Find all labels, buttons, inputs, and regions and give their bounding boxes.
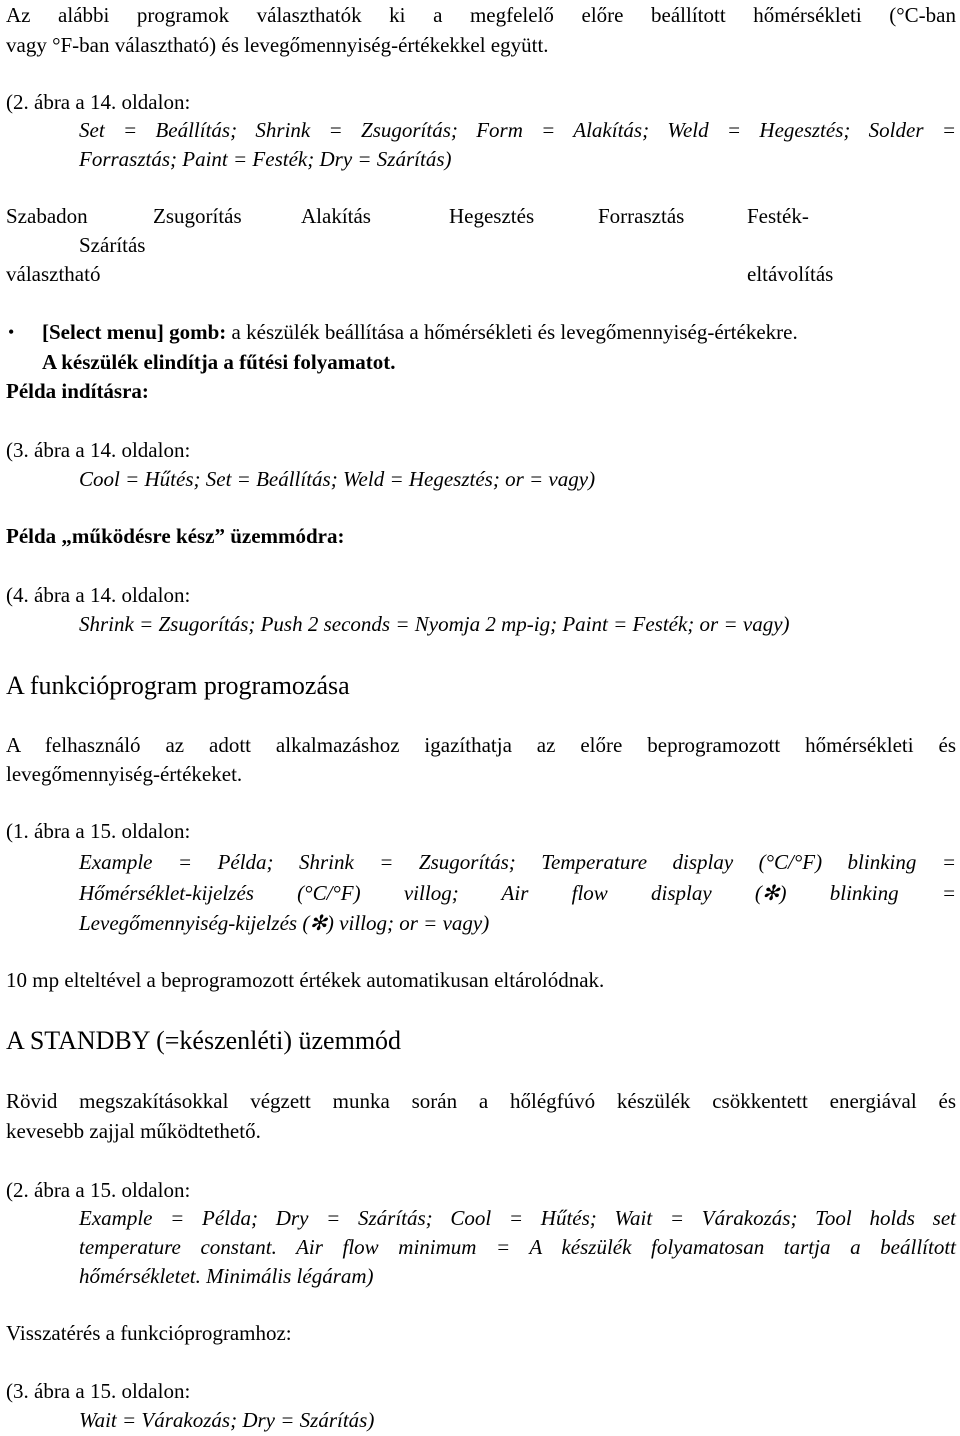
fig4-line-1: Shrink = Zsugorítás; Push 2 seconds = Nyomja 2 mp-ig; Paint = Festék; or = vagy): [79, 612, 790, 636]
return-text: Visszatérés a funkcióprogramhoz:: [6, 1321, 292, 1345]
fig2-15-line-1: Example = Példa; Dry = Szárítás; Cool = Hűtés; Wait = Várakozás; Tool holds set: [79, 1206, 956, 1230]
bullet-icon: •: [8, 322, 15, 342]
mode-label-free: Szabadon: [6, 204, 88, 228]
select-menu-line-1: [42, 319, 798, 346]
select-menu-line-2: A készülék elindítja a fűtési folyamatot.: [42, 350, 396, 374]
fig2-15-line-3: hőmérsékletet. Minimális légáram): [79, 1264, 374, 1288]
fig1-15-line-1: Example = Példa; Shrink = Zsugorítás; Temperature display (°C/°F) blinking =: [79, 850, 956, 874]
program-para-line-1: A felhasználó az adott alkalmazáshoz igazíthatja az előre beprogramozott hőmérsékleti és: [6, 733, 956, 757]
intro-line-2: vagy °F-ban választható) és levegőmennyiség-értékekkel együtt.: [6, 33, 549, 57]
mode-label-dry: Szárítás: [79, 233, 146, 257]
fig1-15-line-3: Levegőmennyiség-kijelzés (✻) villog; or = vagy): [79, 911, 490, 935]
fig3-15-line-1: Wait = Várakozás; Dry = Szárítás): [79, 1408, 375, 1432]
select-menu-button-label: [Select menu] gomb:: [42, 320, 227, 344]
fig2-15-line-2: temperature constant. Air flow minimum = A készülék folyamatosan tartja a beállított: [79, 1235, 956, 1259]
fig1-15-line-2: Hőmérséklet-kijelzés (°C/°F) villog; Air flow display (✻) blinking =: [79, 881, 956, 905]
mode-label-form: Alakítás: [301, 204, 371, 228]
standby-para-line-1: Rövid megszakításokkal végzett munka során a hőlégfúvó készülék csökkentett energiával és: [6, 1089, 956, 1113]
program-section-heading: A funkcióprogram programozása: [6, 671, 350, 700]
mode-label-paint: Festék-: [747, 204, 809, 228]
standby-para-line-2: kevesebb zajjal működtethető.: [6, 1119, 261, 1143]
select-menu-description: a készülék beállítása a hőmérsékleti és levegőmennyiség-értékekre.: [226, 320, 798, 344]
fig3-ref: (3. ábra a 14. oldalon:: [6, 438, 191, 462]
mode-label-removal: eltávolítás: [747, 262, 834, 286]
mode-label-weld: Hegesztés: [449, 204, 535, 228]
start-example-label: Példa indításra:: [6, 379, 149, 403]
fig3-15-ref: (3. ábra a 15. oldalon:: [6, 1379, 191, 1403]
fig1-15-ref: (1. ábra a 15. oldalon:: [6, 819, 191, 843]
fig2-line-2: Forrasztás; Paint = Festék; Dry = Szárítás): [79, 147, 452, 171]
mode-label-solder: Forrasztás: [598, 204, 685, 228]
mode-label-shrink: Zsugorítás: [153, 204, 242, 228]
fig2-line-1: Set = Beállítás; Shrink = Zsugorítás; Form = Alakítás; Weld = Hegesztés; Solder =: [79, 118, 956, 142]
intro-line-1: Az alábbi programok választhatók ki a megfelelő előre beállított hőmérsékleti (°C-ban: [6, 3, 956, 27]
fig3-line-1: Cool = Hűtés; Set = Beállítás; Weld = Hegesztés; or = vagy): [79, 467, 596, 491]
ready-mode-label: Példa „működésre kész” üzemmódra:: [6, 524, 345, 548]
autosave-text: 10 mp elteltével a beprogramozott értékek automatikusan eltárolódnak.: [6, 968, 605, 992]
mode-label-selectable: választható: [6, 262, 101, 286]
standby-section-heading: A STANDBY (=készenléti) üzemmód: [6, 1026, 402, 1055]
fig4-ref: (4. ábra a 14. oldalon:: [6, 583, 191, 607]
program-para-line-2: levegőmennyiség-értékeket.: [6, 762, 243, 786]
fig2-ref: (2. ábra a 14. oldalon:: [6, 90, 191, 114]
fig2-15-ref: (2. ábra a 15. oldalon:: [6, 1178, 191, 1202]
